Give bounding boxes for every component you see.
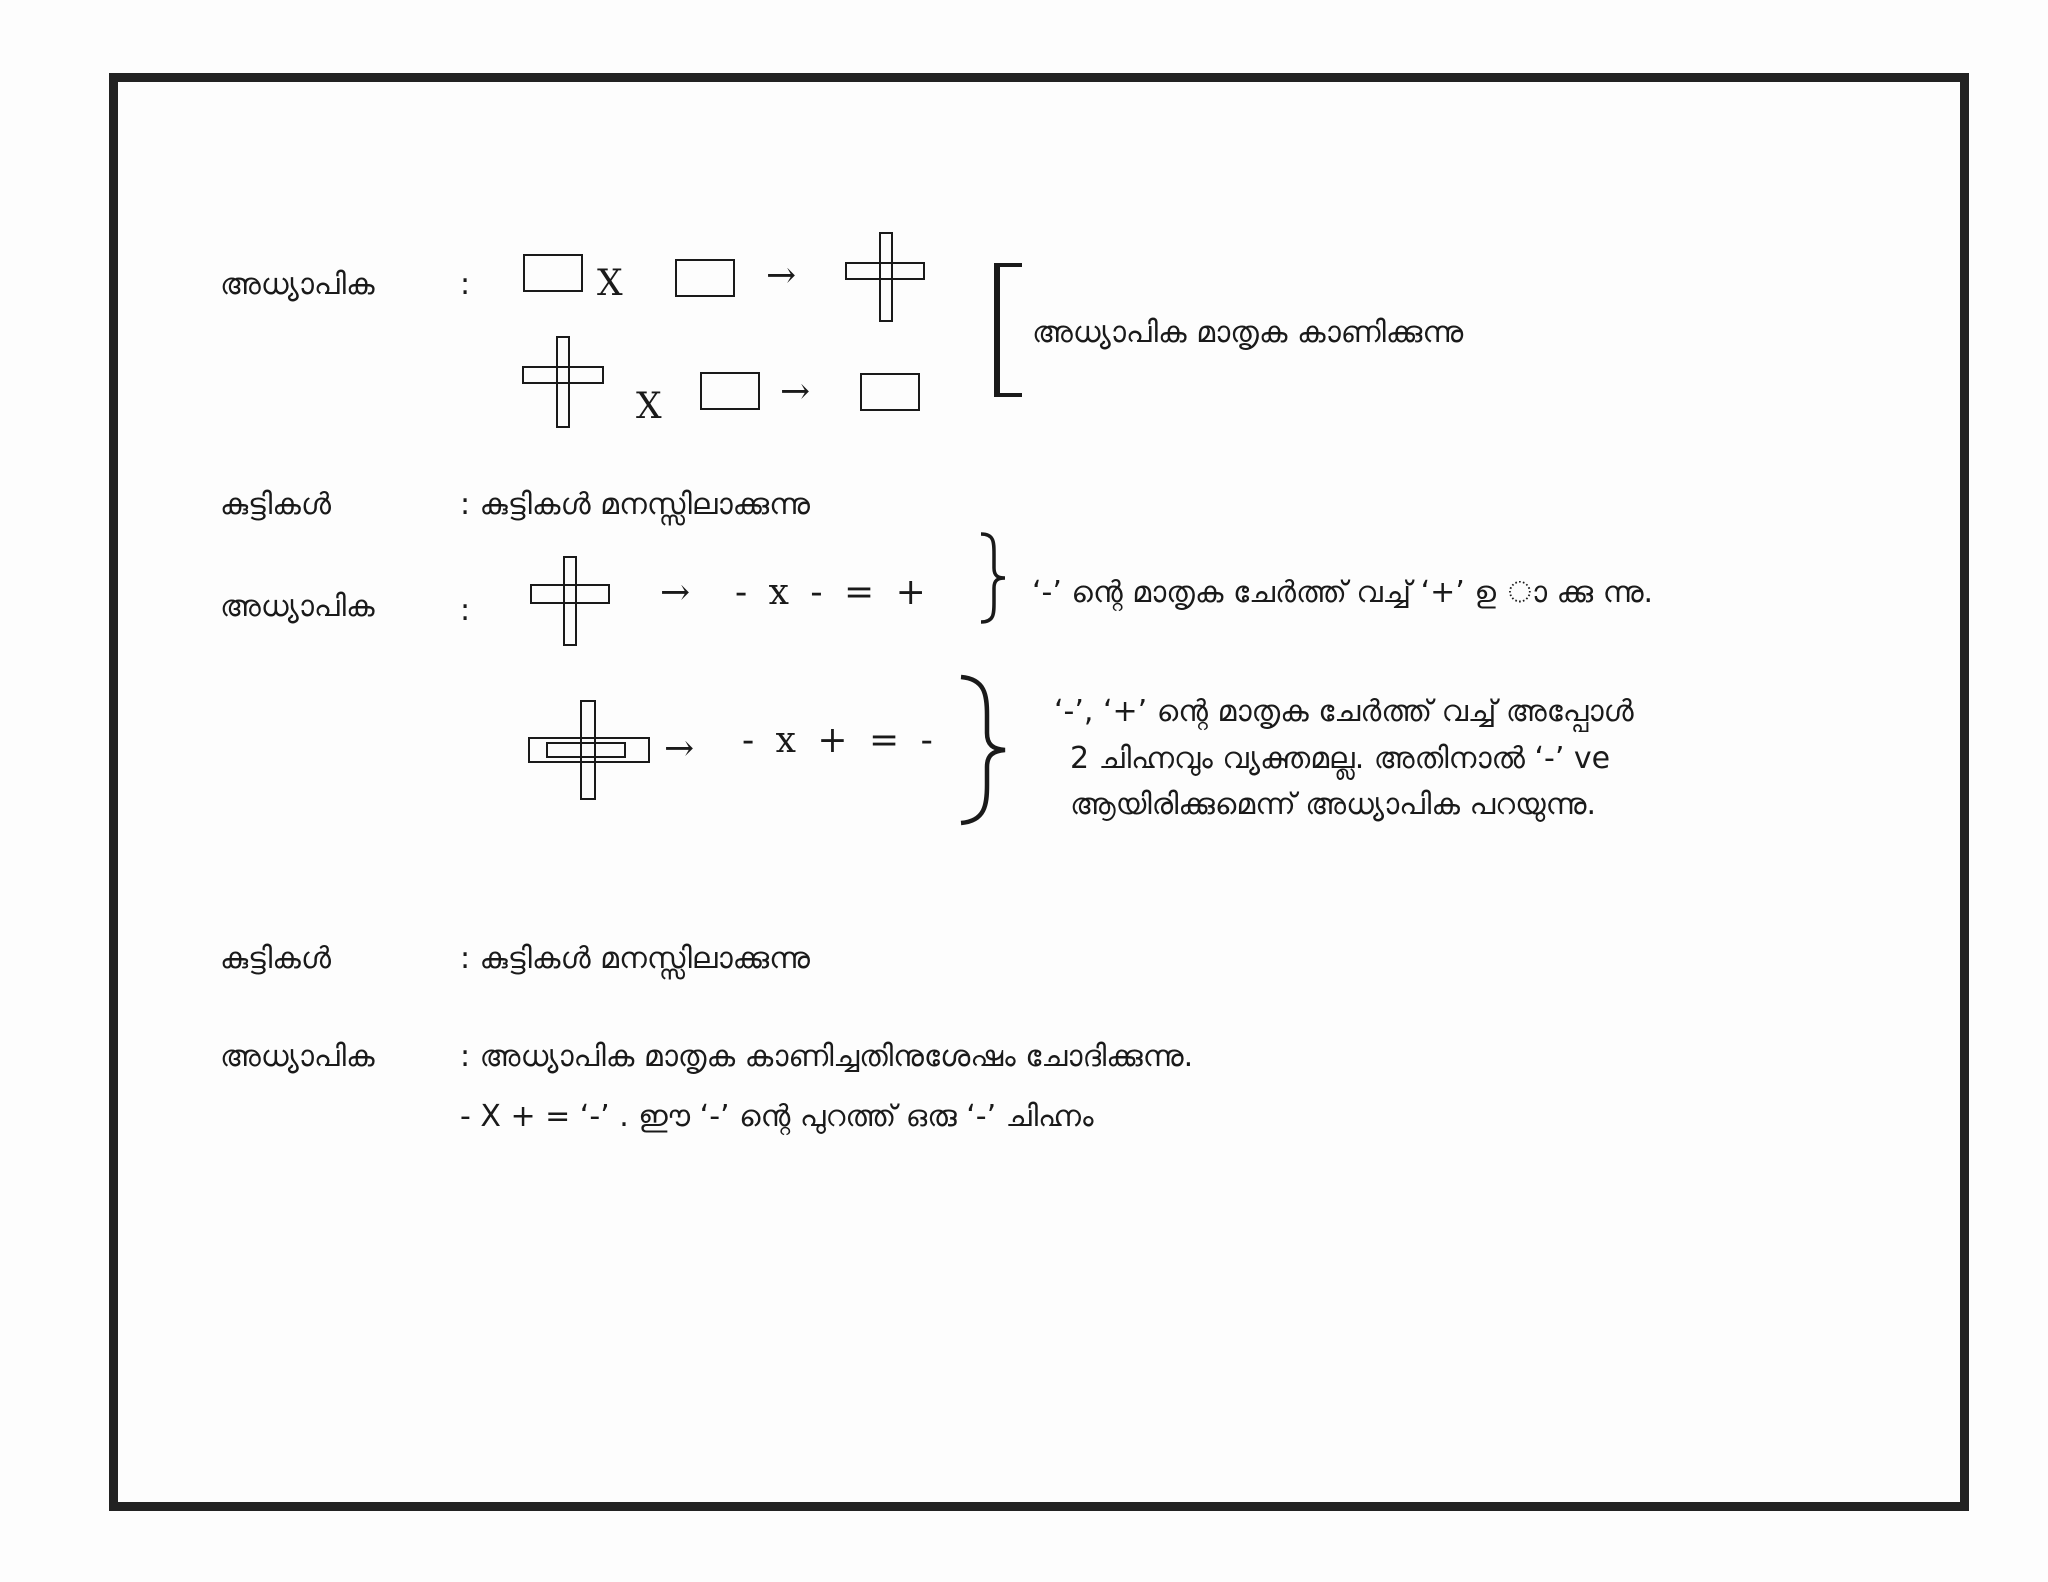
right-curly-brace [957,675,1009,825]
plus-model-shape [522,336,604,428]
children-understand-note-1: : കുട്ടികൾ മനസ്സിലാക്കുന്നു [460,487,811,522]
arrow-icon: → [660,572,691,613]
note-teacher-shows-model: അധ്യാപിക മാതൃക കാണിക്കുന്നു [1032,315,1464,350]
speaker-label-teacher-3: അധ്യാപിക [220,1039,375,1074]
note-minus-model: ‘-’ ന്റെ മാതൃക ചേർത്ത് വച്ച് ‘+’ ഉ ാ ക്കു ന്നു. [1032,575,1654,610]
note-teacher-asks: : അധ്യാപിക മാതൃക കാണിച്ചതിനുശേഷം ചോദിക്കുന്നു. [460,1039,1194,1074]
horizontal-bar-shape [860,373,920,411]
speaker-label-teacher-1: അധ്യാപിക [220,267,375,302]
left-square-bracket [994,263,1022,397]
right-curly-brace [978,532,1008,624]
multiply-symbol: X [597,263,623,304]
speaker-label-teacher-2: അധ്യാപിക [220,589,375,624]
page-frame [109,73,1969,1511]
horizontal-bar-shape [675,259,735,297]
rule-minus-times-minus: - x - = + [735,572,926,613]
multiply-symbol: X [636,386,662,427]
arrow-icon: → [766,255,797,296]
arrow-icon: → [780,371,811,412]
plus-model-shape [845,232,925,322]
note-combined-line-2: 2 ചിഹ്നവും വ്യക്തമല്ല. അതിനാൽ ‘-’ ve [1070,741,1611,776]
note-rule-question: - X + = ‘-’ . ഈ ‘-’ ന്റെ പുറത്ത് ഒരു ‘-’ ചിഹ്നം [460,1099,1094,1134]
speaker-label-children-2: കുട്ടികൾ [220,941,331,976]
colon-2: : [460,593,471,628]
plus-model-shape [530,556,610,646]
combined-model-shape [528,700,650,800]
note-combined-line-1: ‘-’, ‘+’ ന്റെ മാതൃക ചേർത്ത് വച്ച് അപ്പോൾ [1054,694,1634,729]
speaker-label-children-1: കുട്ടികൾ [220,487,331,522]
horizontal-bar-shape [523,254,583,292]
note-combined-line-3: ആയിരിക്കുമെന്ന് അധ്യാപിക പറയുന്നു. [1070,787,1597,822]
horizontal-bar-shape [700,372,760,410]
rule-minus-times-plus: - x + = - [742,720,933,761]
children-understand-note-2: : കുട്ടികൾ മനസ്സിലാക്കുന്നു [460,941,811,976]
colon-1: : [460,267,471,302]
arrow-icon: → [664,728,695,769]
